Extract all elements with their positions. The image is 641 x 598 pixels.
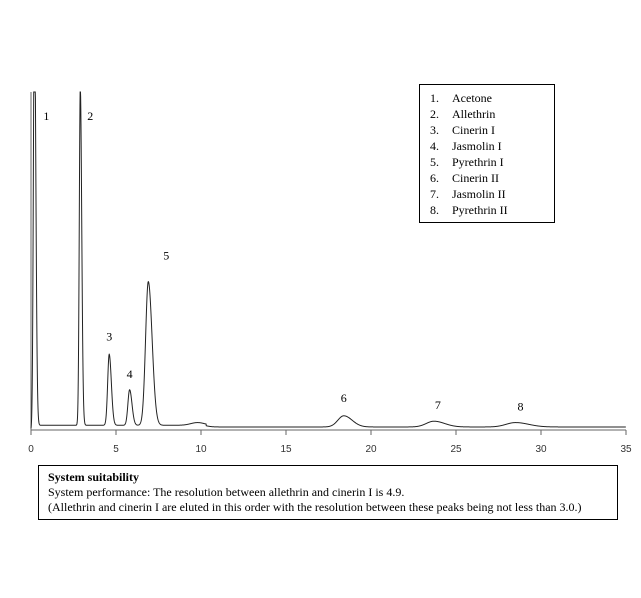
x-tick-label: 5 xyxy=(113,444,119,455)
x-tick-label: 0 xyxy=(28,444,34,455)
legend-item-name: Jasmolin I xyxy=(452,139,502,153)
legend-item xyxy=(430,186,554,202)
peak-label: 8 xyxy=(517,399,524,414)
legend-item-number: 6. xyxy=(430,171,439,185)
x-tick-label: 20 xyxy=(365,444,377,455)
x-tick-label: 25 xyxy=(450,444,462,455)
system-suitability-box xyxy=(38,465,618,520)
legend-item-number: 7. xyxy=(430,187,439,201)
x-tick-label: 30 xyxy=(535,444,547,455)
x-tick-label: 10 xyxy=(195,444,207,455)
x-tick-label: 35 xyxy=(620,444,632,455)
peak-label: 1 xyxy=(43,109,50,123)
legend-item xyxy=(430,106,554,122)
peak-legend xyxy=(419,84,555,223)
legend-item xyxy=(430,170,554,186)
peak-label: 7 xyxy=(434,398,441,413)
legend-item-number: 5. xyxy=(430,155,439,169)
legend-item xyxy=(430,138,554,154)
legend-item-name: Acetone xyxy=(452,91,492,105)
legend-item-name: Cinerin I xyxy=(452,123,495,137)
legend-item xyxy=(430,202,554,218)
legend-item-number: 1. xyxy=(430,91,439,105)
suitability-line-1: System performance: The resolution between allethrin and cinerin I is 4.9. xyxy=(48,485,405,499)
peak-label: 6 xyxy=(340,390,347,405)
suitability-line-2: (Allethrin and cinerin I are eluted in this order with the resolution between these peaks being not less than 3.0.) xyxy=(48,500,582,514)
legend-item-number: 4. xyxy=(430,139,439,153)
legend-item xyxy=(430,122,554,138)
peak-label: 2 xyxy=(87,109,94,123)
legend-item xyxy=(430,154,554,170)
legend-item-name: Jasmolin II xyxy=(452,187,506,201)
legend-item-name: Cinerin II xyxy=(452,171,499,185)
legend-item-name: Allethrin xyxy=(452,107,496,121)
peak-label: 4 xyxy=(126,366,133,381)
legend-item xyxy=(430,90,554,106)
legend-item-number: 2. xyxy=(430,107,439,121)
peak-label: 3 xyxy=(106,329,113,344)
suitability-title: System suitability xyxy=(48,470,140,484)
legend-item-name: Pyrethrin I xyxy=(452,155,504,169)
legend-item-number: 8. xyxy=(430,203,439,217)
x-tick-label: 15 xyxy=(280,444,292,455)
peak-label: 5 xyxy=(163,248,170,263)
legend-item-number: 3. xyxy=(430,123,439,137)
legend-item-name: Pyrethrin II xyxy=(452,203,508,217)
